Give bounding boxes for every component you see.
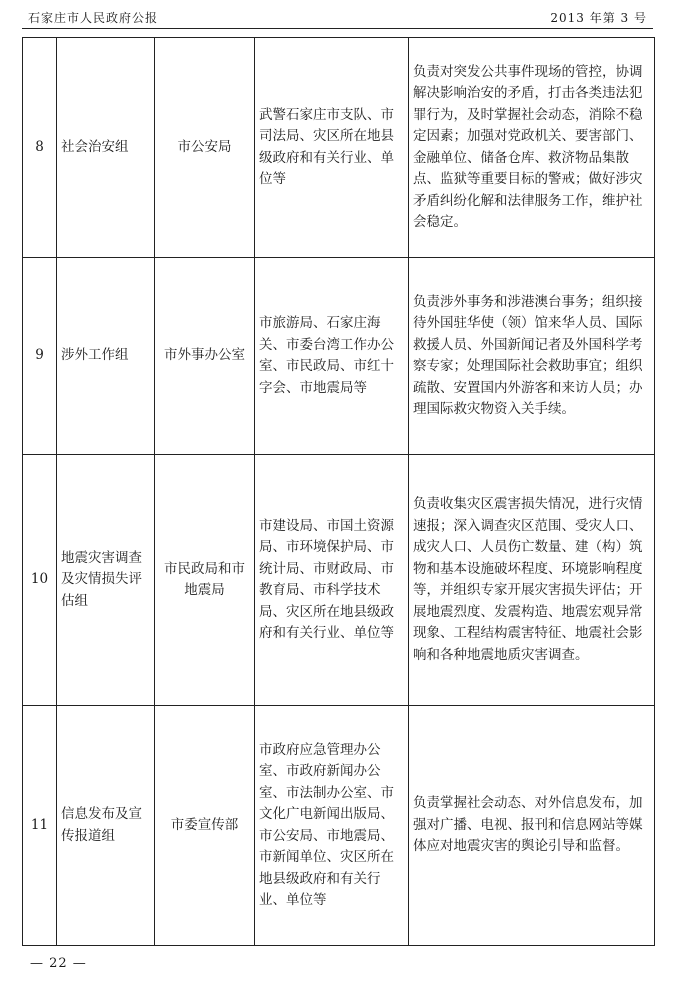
page-header xyxy=(22,6,653,29)
member-units: 市建设局、市国土资源局、市环境保护局、市统计局、市财政局、市教育局、市科学技术局、灾区所在地县级政府和有关行业、单位等 xyxy=(255,455,409,706)
lead-unit: 市外事办公室 xyxy=(155,258,255,455)
page-number: — 22 — xyxy=(30,956,87,971)
row-number: 9 xyxy=(23,258,57,455)
responsibility-table xyxy=(22,37,655,946)
group-name: 地震灾害调查及灾情损失评估组 xyxy=(57,455,155,706)
row-number: 8 xyxy=(23,38,57,258)
lead-unit: 市委宣传部 xyxy=(155,706,255,946)
table-row xyxy=(23,258,655,455)
member-units: 市政府应急管理办公室、市政府新闻办公室、市法制办公室、市文化广电新闻出版局、市公安局、市地震局、市新闻单位、灾区所在地县级政府和有关行业、单位等 xyxy=(255,706,409,946)
member-units: 武警石家庄市支队、市司法局、灾区所在地县级政府和有关行业、单位等 xyxy=(255,38,409,258)
member-units: 市旅游局、石家庄海关、市委台湾工作办公室、市民政局、市红十字会、市地震局等 xyxy=(255,258,409,455)
duties-text: 负责掌握社会动态、对外信息发布，加强对广播、电视、报刊和信息网站等媒体应对地震灾害的舆论引导和监督。 xyxy=(409,706,655,946)
issue-number: 2013 年第 3 号 xyxy=(550,11,647,25)
group-name: 社会治安组 xyxy=(57,38,155,258)
duties-text: 负责收集灾区震害损失情况，进行灾情速报；深入调查灾区范围、受灾人口、成灾人口、人员伤亡数量、建（构）筑物和基本设施破坏程度、环境影响程度等，并组织专家开展灾害损失评估；开展地震烈度、发震构造、地震宏观异常现象、工程结构震害特征、地震社会影响和各种地震地质灾害调查。 xyxy=(409,455,655,706)
duties-text: 负责涉外事务和涉港澳台事务；组织接待外国驻华使（领）馆来华人员、国际救援人员、外国新闻记者及外国科学考察专家；处理国际社会救助事宜；组织疏散、安置国内外游客和来访人员；办理国际救灾物资入关手续。 xyxy=(409,258,655,455)
group-name: 涉外工作组 xyxy=(57,258,155,455)
table-row xyxy=(23,455,655,706)
lead-unit: 市民政局和市地震局 xyxy=(155,455,255,706)
duties-text: 负责对突发公共事件现场的管控，协调解决影响治安的矛盾，打击各类违法犯罪行为，及时掌握社会动态，消除不稳定因素；加强对党政机关、要害部门、金融单位、储备仓库、救济物品集散点、监狱等重要目标的警戒；做好涉灾矛盾纠纷化解和法律服务工作，维护社会稳定。 xyxy=(409,38,655,258)
group-name: 信息发布及宣传报道组 xyxy=(57,706,155,946)
publication-title: 石家庄市人民政府公报 xyxy=(28,11,159,25)
row-number: 10 xyxy=(23,455,57,706)
table-row xyxy=(23,38,655,258)
lead-unit: 市公安局 xyxy=(155,38,255,258)
table-row xyxy=(23,706,655,946)
row-number: 11 xyxy=(23,706,57,946)
